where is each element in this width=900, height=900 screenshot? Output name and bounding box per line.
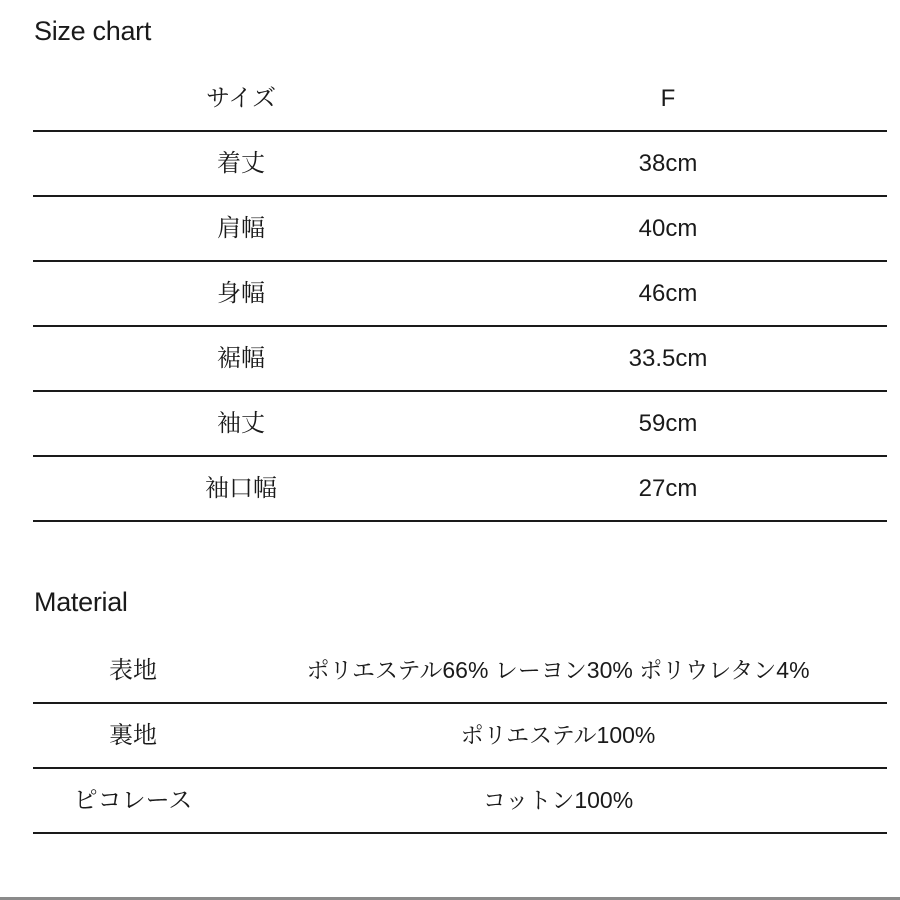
measurement-label: 裾幅: [217, 345, 265, 372]
material-part-label: 裏地: [109, 722, 157, 749]
measurement-value: 59cm: [638, 410, 698, 437]
table-row: [33, 262, 887, 327]
measurement-value: 27cm: [638, 475, 698, 502]
measurement-value: 46cm: [638, 280, 698, 307]
measurement-label: 袖口幅: [205, 475, 277, 502]
material-composition: ポリエステル100%: [460, 722, 656, 748]
size-chart-title: Size chart: [34, 16, 152, 46]
measurement-label: 肩幅: [217, 215, 265, 242]
size-header-label: サイズ: [205, 85, 277, 112]
table-row: [33, 327, 887, 392]
measurement-label: 着丈: [217, 150, 265, 177]
table-row: [33, 197, 887, 262]
size-chart-table: [33, 67, 887, 522]
divider: [33, 520, 887, 522]
material-title: Material: [34, 587, 128, 617]
table-row: [33, 392, 887, 457]
material-part-label: ピコレース: [73, 787, 193, 814]
measurement-value: 40cm: [638, 215, 698, 242]
material-table: [33, 639, 887, 834]
measurement-label: 身幅: [217, 280, 265, 307]
divider: [33, 832, 887, 834]
material-composition: コットン100%: [482, 787, 634, 813]
measurement-value: 33.5cm: [628, 345, 708, 372]
size-header-row: [33, 67, 887, 132]
measurement-label: 袖丈: [217, 410, 265, 437]
table-row: [33, 704, 887, 769]
size-header-value: F: [660, 85, 676, 112]
measurement-value: 38cm: [638, 150, 698, 177]
table-row: [33, 639, 887, 704]
material-part-label: 表地: [109, 657, 157, 684]
table-row: [33, 457, 887, 522]
table-row: [33, 769, 887, 834]
material-composition: ポリエステル66% レーヨン30% ポリウレタン4%: [306, 657, 810, 683]
table-row: [33, 132, 887, 197]
